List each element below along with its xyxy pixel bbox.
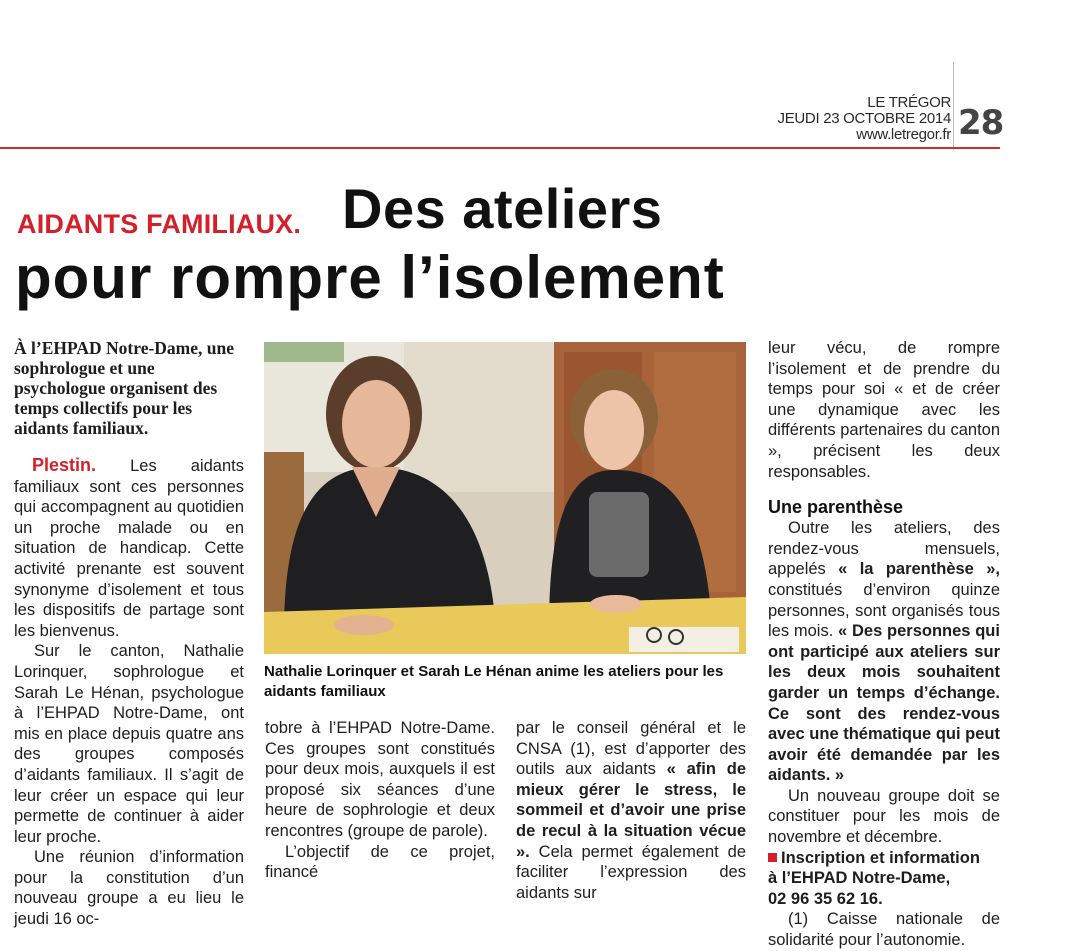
quote-text: « Des personnes qui ont participé aux ateliers sur les deux mois souhaitent garder un temps d’échange. Ce sont des rendez-vous avec une thématique qui peut avoir été demandée par les aidants. » xyxy=(768,622,1000,785)
paragraph: Sur le canton, Nathalie Lorinquer, sophrologue et Sarah Le Hénan, psychologue à l’EHPAD Notre-Dame, ont mis en place depuis quatre ans des groupes composés d’aidants familiaux. Il s’agit de leur créer un espace qui leur permette de continuer à aider leur proche. xyxy=(14,642,244,846)
paragraph: Un nouveau groupe doit se constituer pour les mois de novembre et décembre. xyxy=(768,786,1000,847)
info-line-2: à l’EHPAD Notre-Dame, xyxy=(768,869,951,888)
paragraph xyxy=(516,718,746,903)
headline-title-line1: Des ateliers xyxy=(342,177,663,240)
paragraph: leur vécu, de rompre l’isolement et de prendre du temps pour soi « et de créer une dynamique avec les différents partenaires du canton », précisent les deux responsables. xyxy=(768,339,1000,481)
bullet-square-icon xyxy=(768,853,777,862)
subheading: Une parenthèse xyxy=(768,497,904,518)
info-block xyxy=(768,848,1000,910)
publication-website: www.letregor.fr xyxy=(856,126,951,143)
dateline-place: Plestin. xyxy=(32,455,97,475)
headline-title-line2: pour rompre l’isolement xyxy=(15,244,725,311)
paragraph xyxy=(14,455,244,641)
photo-illustration xyxy=(264,342,746,654)
footnote: (1) Caisse nationale de solidarité pour l’autonomie. xyxy=(768,910,1000,950)
paragraph-text: Cela permet également de faciliter l’expression des aidants sur xyxy=(516,842,746,902)
article-lead: À l’EHPAD Notre-Dame, une sophrologue et une psychologue organisent des temps collectifs pour les aidants familiaux. xyxy=(14,338,235,438)
paragraph-text: par le conseil général et le CNSA (1), est d’apporter des outils aux aidants xyxy=(516,719,746,779)
publication-date: JEUDI 23 OCTOBRE 2014 xyxy=(777,110,951,127)
publication-name: LE TRÉGOR xyxy=(867,94,951,111)
header-rule xyxy=(0,147,1000,149)
paragraph: tobre à l’EHPAD Notre-Dame. Ces groupes sont constitués pour deux mois, auxquels il est proposé six séances d’une heure de sophrologie et deux rencontres (groupe de parole). xyxy=(265,719,495,840)
paragraph-text: Les aidants familiaux sont ces personnes qui accompagnent au quotidien un proche malade ou en situation de handicap. Cette activité prenante est souvent synonyme d’isolement et tous les dispositifs de partage sont les bienvenus. xyxy=(14,457,244,640)
quote-text: « afin de mieux gérer le stress, le sommeil et d’avoir une prise de recul à la situation vécue ». xyxy=(516,760,746,861)
headline-kicker: AIDANTS FAMILIAUX. xyxy=(17,209,302,239)
header-divider xyxy=(953,62,954,150)
article-photo xyxy=(264,342,746,654)
paragraph: Une réunion d’information pour la constitution d’un nouveau groupe a eu lieu le jeudi 16 oc- xyxy=(14,848,244,929)
article-column-4 xyxy=(768,338,1000,951)
info-line-1: Inscription et information xyxy=(781,848,980,867)
info-phone: 02 96 35 62 16. xyxy=(768,889,883,908)
photo-caption: Nathalie Lorinquer et Sarah Le Hénan anime les ateliers pour les aidants familiaux xyxy=(264,663,724,700)
page-number: 28 xyxy=(958,103,1004,143)
article-column-2 xyxy=(265,718,495,883)
paragraph-text: Outre les ateliers, des rendez-vous mensuels, appelés xyxy=(768,519,1000,579)
paragraph: L’objectif de ce projet, financé xyxy=(265,842,495,882)
article-column-3 xyxy=(516,718,746,903)
paragraph-text: constitués d’environ quinze personnes, sont organisés tous les mois. xyxy=(768,580,1000,641)
paragraph xyxy=(768,518,1000,786)
quote-text: « la parenthèse », xyxy=(838,560,1000,579)
article-column-1 xyxy=(14,455,244,930)
